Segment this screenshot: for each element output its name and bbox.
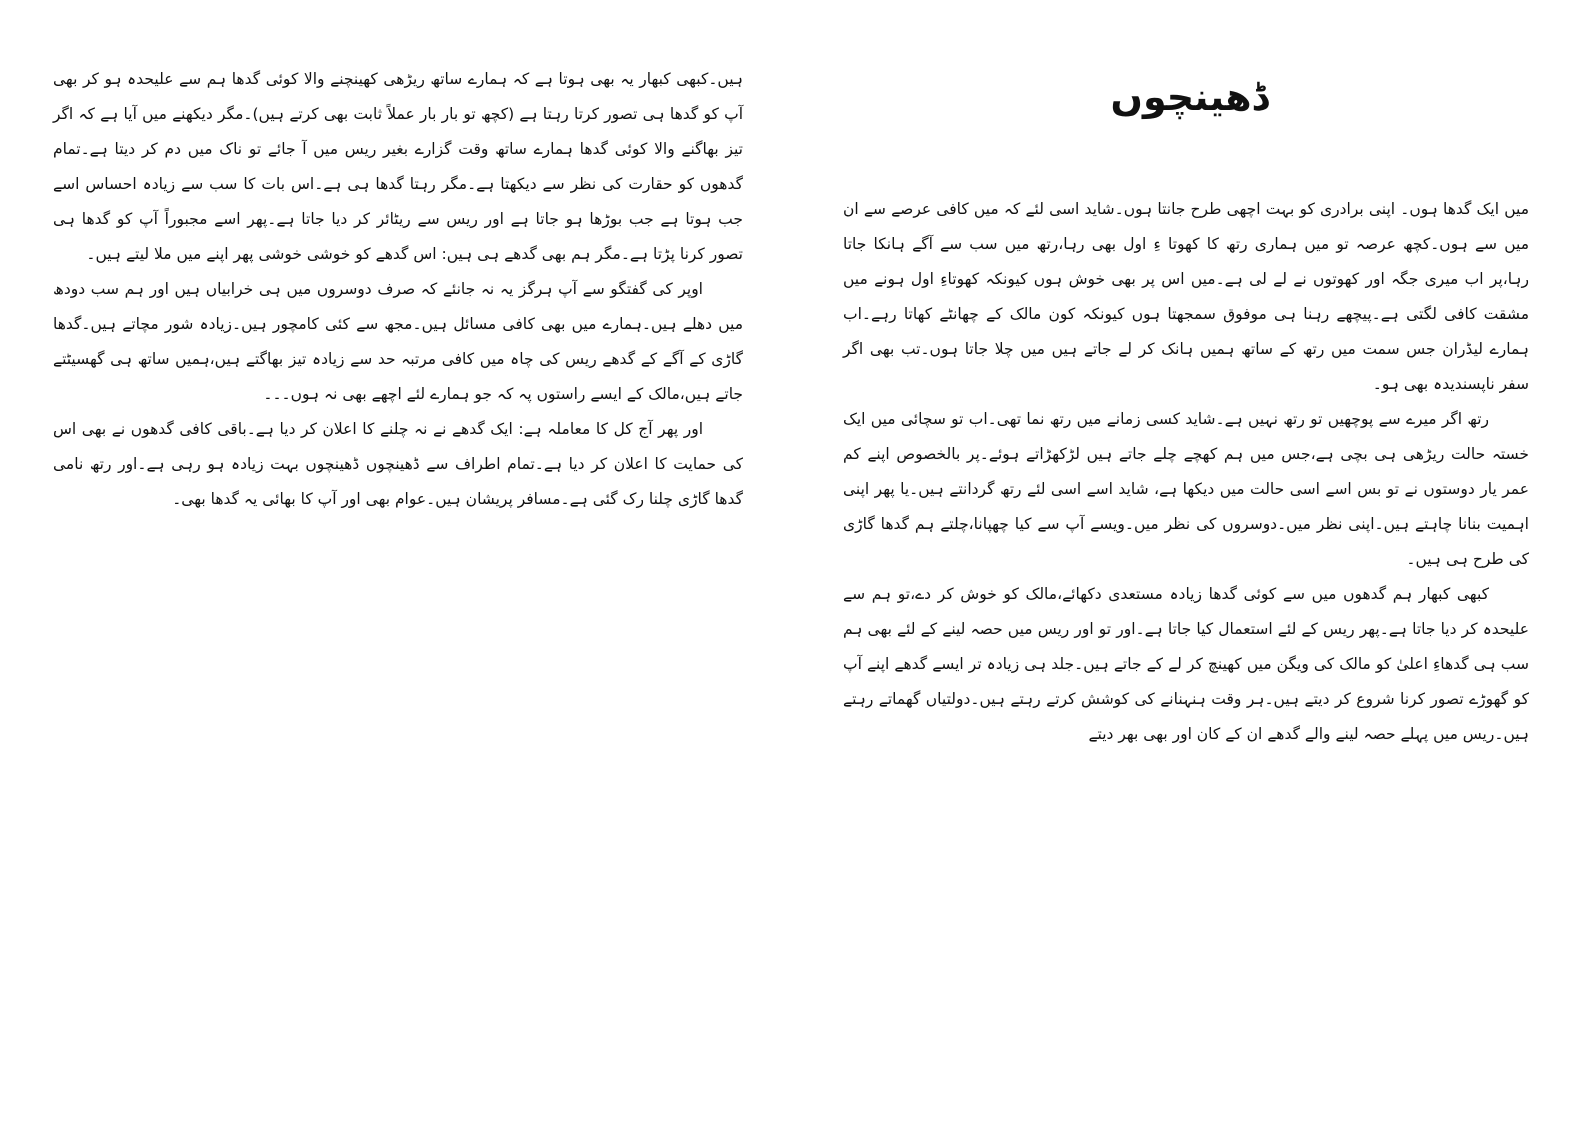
left-paragraph-1: ہیں۔کبھی کبھار یہ بھی ہوتا ہے کہ ہمارے ساتھ ریڑھی کھینچنے والا کوئی گدھا ہم سے علیحدہ ہو کر بھی آپ کو گدھا ہی تصور کرتا رہتا ہے (کچھ تو بار بار عملاً ثابت بھی کرتے ہیں)۔مگر دیکھنے میں آیا ہے کہ اگر تیز بھاگنے والا کوئی گدھا ہمارے ساتھ وقت گزارے بغیر ریس میں آ جائے تو ناک میں دم کر دیتا ہے۔تمام گدھوں کو حقارت کی نظر سے دیکھتا ہے۔مگر رہتا گدھا ہی ہے۔اس بات کا سب سے زیادہ احساس اسے جب ہوتا ہے جب بوڑھا ہو جاتا ہے اور ریس سے ریٹائر کر دیا جاتا ہے۔پھر اسے مجبوراً آپ کو گدھا ہی تصور کرنا پڑتا ہے۔مگر ہم بھی گدھے ہی ہیں: اس گدھے کو خوشی خوشی پھر اپنے میں ملا لیتے ہیں۔ [53, 70, 743, 263]
right-page [793, 0, 1586, 1122]
right-paragraph-2: رتھ اگر میرے سے پوچھیں تو رتھ نہیں ہے۔شاید کسی زمانے میں رتھ نما تھی۔اب تو سچائی میں ایک خستہ حالت ریڑھی ہی بچی ہے،جس میں ہم کھچے چلے جاتے ہیں لڑکھڑاتے ہوئے۔پر بالخصوص اپنے کم عمر یار دوستوں نے تو بس اسے اسی حالت میں دیکھا ہے، شاید اسے اسی لئے رتھ گردانتے ہیں۔یا پھر اپنی اہمیت بنانا چاہتے ہیں۔اپنی نظر میں۔دوسروں کی نظر میں۔ویسے آپ سے کیا چھپانا،چلتے ہم گدھا گاڑی کی طرح ہی ہیں۔ [843, 410, 1529, 568]
left-paragraph-2: اوپر کی گفتگو سے آپ ہرگز یہ نہ جانئے کہ صرف دوسروں میں ہی خرابیاں ہیں اور ہم سب دودھ میں دھلے ہیں۔ہمارے میں بھی کافی مسائل ہیں۔مجھ سے کئی کامچور ہیں۔زیادہ شور مچاتے ہیں۔گدھا گاڑی کے آگے کے گدھے ریس کی چاہ میں کافی مرتبہ حد سے زیادہ تیز بھاگتے ہیں،ہمیں ساتھ ہی گھسیٹتے جاتے ہیں،مالک کے ایسے راستوں پہ کہ جو ہمارے لئے اچھے بھی نہ ہوں۔۔۔ [53, 280, 743, 403]
left-page-text [53, 62, 743, 517]
right-paragraph-3: کبھی کبھار ہم گدھوں میں سے کوئی گدھا زیادہ مستعدی دکھائے،مالک کو خوش کر دے،تو ہم سے علیحدہ کر دیا جاتا ہے۔پھر ریس کے لئے استعمال کیا جاتا ہے۔اور تو اور ریس میں حصہ لینے کے لئے بھی ہم سب ہی گدھاءِ اعلیٰ کو مالک کی ویگن میں کھینچ کر لے کے جاتے ہیں۔جلد ہی زیادہ تر ایسے گدھے اپنے آپ کو گھوڑے تصور کرنا شروع کر دیتے ہیں۔ہر وقت ہنہنانے کی کوشش کرتے رہتے ہیں۔دولتیاں گھماتے رہتے ہیں۔ریس میں پہلے حصہ لینے والے گدھے ان کے کان اور بھی بھر دیتے [843, 585, 1529, 743]
right-page-text [843, 192, 1529, 752]
right-paragraph-1: میں ایک گدھا ہوں۔ اپنی برادری کو بہت اچھی طرح جانتا ہوں۔شاید اسی لئے کہ میں کافی عرصے سے ان میں سے ہوں۔کچھ عرصہ تو میں ہماری رتھ کا کھوتا ءِ اول بھی رہا،رتھ میں سب سے آگے ہانکا جاتا رہا،پر اب میری جگہ اور کھوتوں نے لے لی ہے۔میں اس پر بھی خوش ہوں کیونکہ کھوتاءِ اول ہونے میں مشقت کافی لگتی ہے۔پیچھے رہنا ہی موفوق سمجھتا ہوں کیونکہ کون مالک کے چھانٹے کھاتا رہے۔اب ہمارے لیڈران جس سمت میں رتھ کے ساتھ ہمیں ہانک کر لے جاتے ہیں میں چلا جاتا ہوں۔تب بھی اگر سفر ناپسندیدہ بھی ہو۔ [843, 200, 1529, 393]
article-title: ڈھینچوں [1110, 75, 1269, 119]
left-paragraph-3: اور پھر آج کل کا معاملہ ہے: ایک گدھے نے نہ چلنے کا اعلان کر دیا ہے۔باقی کافی گدھوں نے بھی اس کی حمایت کا اعلان کر دیا ہے۔تمام اطراف سے ڈھینچوں ڈھینچوں بہت زیادہ ہو رہی ہے۔اور رتھ نامی گدھا گاڑی چلنا رک گئی ہے۔مسافر پریشان ہیں۔عوام بھی اور آپ کا بھائی یہ گدھا بھی۔ [53, 420, 743, 508]
